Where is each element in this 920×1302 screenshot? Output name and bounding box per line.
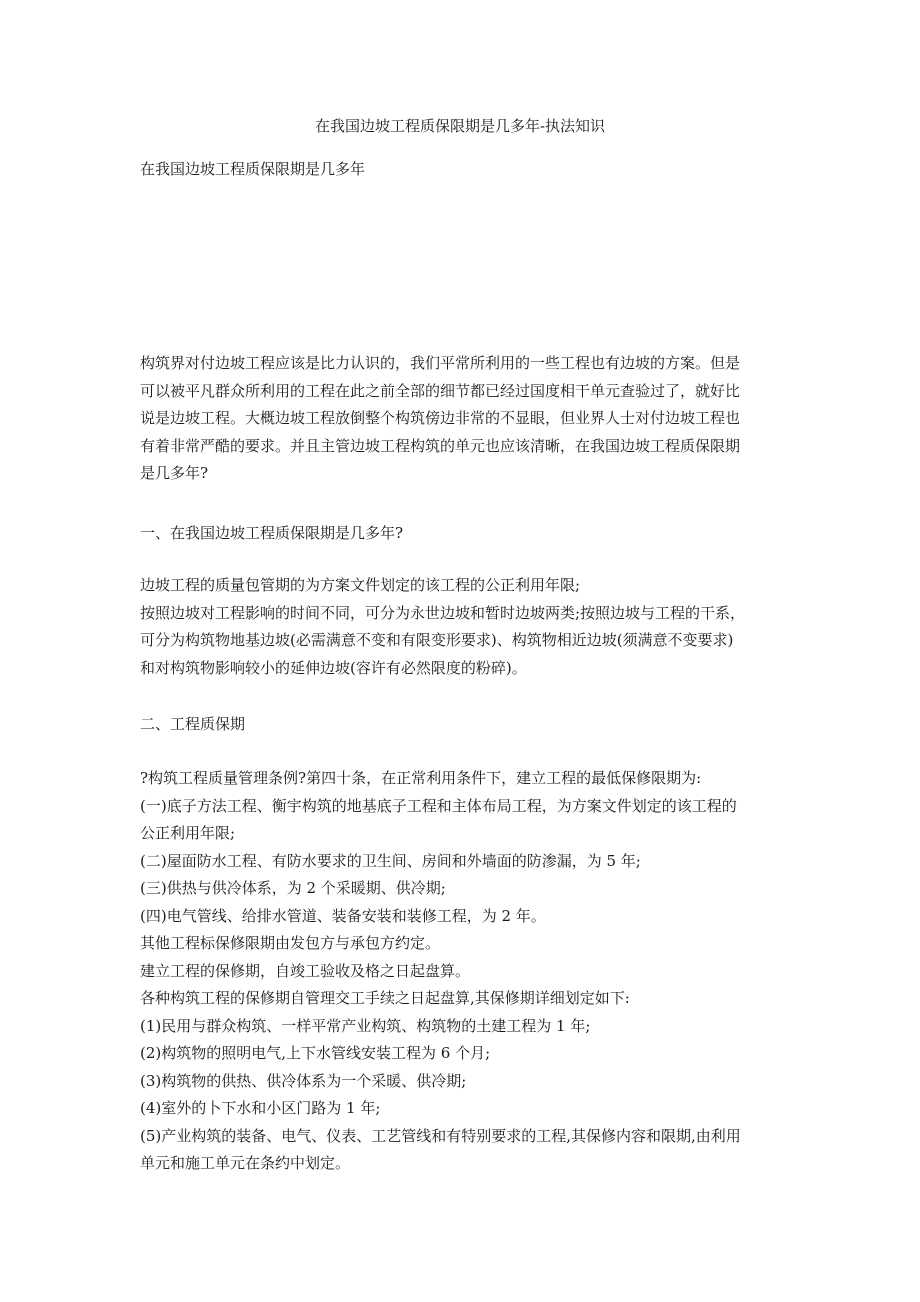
text-line: 和对构筑物影响较小的延伸边坡(容许有必然限度的粉碎)。	[140, 658, 527, 677]
text-line: 建立工程的保修期，自竣工验收及格之日起盘算。	[140, 961, 471, 980]
text-line: 其他工程标保修限期由发包方与承包方约定。	[140, 934, 441, 952]
text-line: (5)产业构筑的装备、电气、仪表、工艺管线和有特别要求的工程,其保修内容和限期,由利用	[140, 1126, 741, 1145]
section-heading-1: 一、在我国边坡工程质保限期是几多年?	[140, 524, 404, 542]
text-line: 是几多年?	[140, 464, 209, 482]
text-line: 按照边坡对工程影响的时间不同，可分为永世边坡和暂时边坡两类;按照边坡与工程的干系，	[140, 603, 746, 622]
text-line: 可分为构筑物地基边坡(必需满意不变和有限变形要求)、构筑物相近边坡(须满意不变要求)	[140, 631, 734, 649]
text-line: 各种构筑工程的保修期自管理交工手续之日起盘算,其保修期详细划定如下:	[140, 989, 630, 1007]
section-1-body	[140, 572, 790, 682]
text-line: (四)电气管线、给排水管道、装备安装和装修工程，为 2 年。	[140, 906, 546, 925]
text-line: 单元和施工单元在条约中划定。	[140, 1154, 351, 1172]
text-line: 构筑界对付边坡工程应该是比力认识的，我们平常所利用的一些工程也有边坡的方案。但是	[140, 354, 741, 372]
section-heading-2: 二、工程质保期	[140, 715, 246, 733]
intro-paragraph	[140, 350, 790, 488]
text-line: 公正利用年限;	[140, 824, 236, 842]
text-line: (4)室外的卜下水和小区门路为 1 年;	[140, 1099, 381, 1117]
document-title: 在我国边坡工程质保限期是几多年-执法知识	[314, 117, 606, 135]
text-line: (二)屋面防水工程、有防水要求的卫生间、房间和外墙面的防渗漏，为 5 年;	[140, 851, 641, 870]
text-line: (一)底子方法工程、衡宇构筑的地基底子工程和主体布局工程，为方案文件划定的该工程的	[140, 796, 737, 815]
text-line: 可以被平凡群众所利用的工程在此之前全部的细节都已经过国度相干单元查验过了，就好比	[140, 381, 741, 400]
section-2-body	[140, 765, 790, 1178]
text-line: (三)供热与供冷体系，为 2 个采暖期、供冷期;	[140, 879, 446, 897]
text-line: (3)构筑物的供热、供冷体系为一个采暖、供冷期;	[140, 1071, 467, 1090]
document-subtitle: 在我国边坡工程质保限期是几多年	[140, 160, 366, 178]
text-line: (1)民用与群众构筑、一样平常产业构筑、构筑物的土建工程为 1 年;	[140, 1016, 591, 1035]
text-line: 说是边坡工程。大概边坡工程放倒整个构筑傍边非常的不显眼，但业界人士对付边坡工程也	[140, 409, 741, 427]
text-line: (2)构筑物的照明电气,上下水管线安装工程为 6 个月;	[140, 1044, 491, 1062]
text-line: ?构筑工程质量管理条例?第四十条，在正常利用条件下，建立工程的最低保修限期为:	[140, 769, 702, 787]
text-line: 有着非常严酷的要求。并且主管边坡工程构筑的单元也应该清晰，在我国边坡工程质保限期	[140, 436, 741, 455]
text-line: 边坡工程的质量包管期的为方案文件划定的该工程的公正利用年限;	[140, 576, 581, 594]
